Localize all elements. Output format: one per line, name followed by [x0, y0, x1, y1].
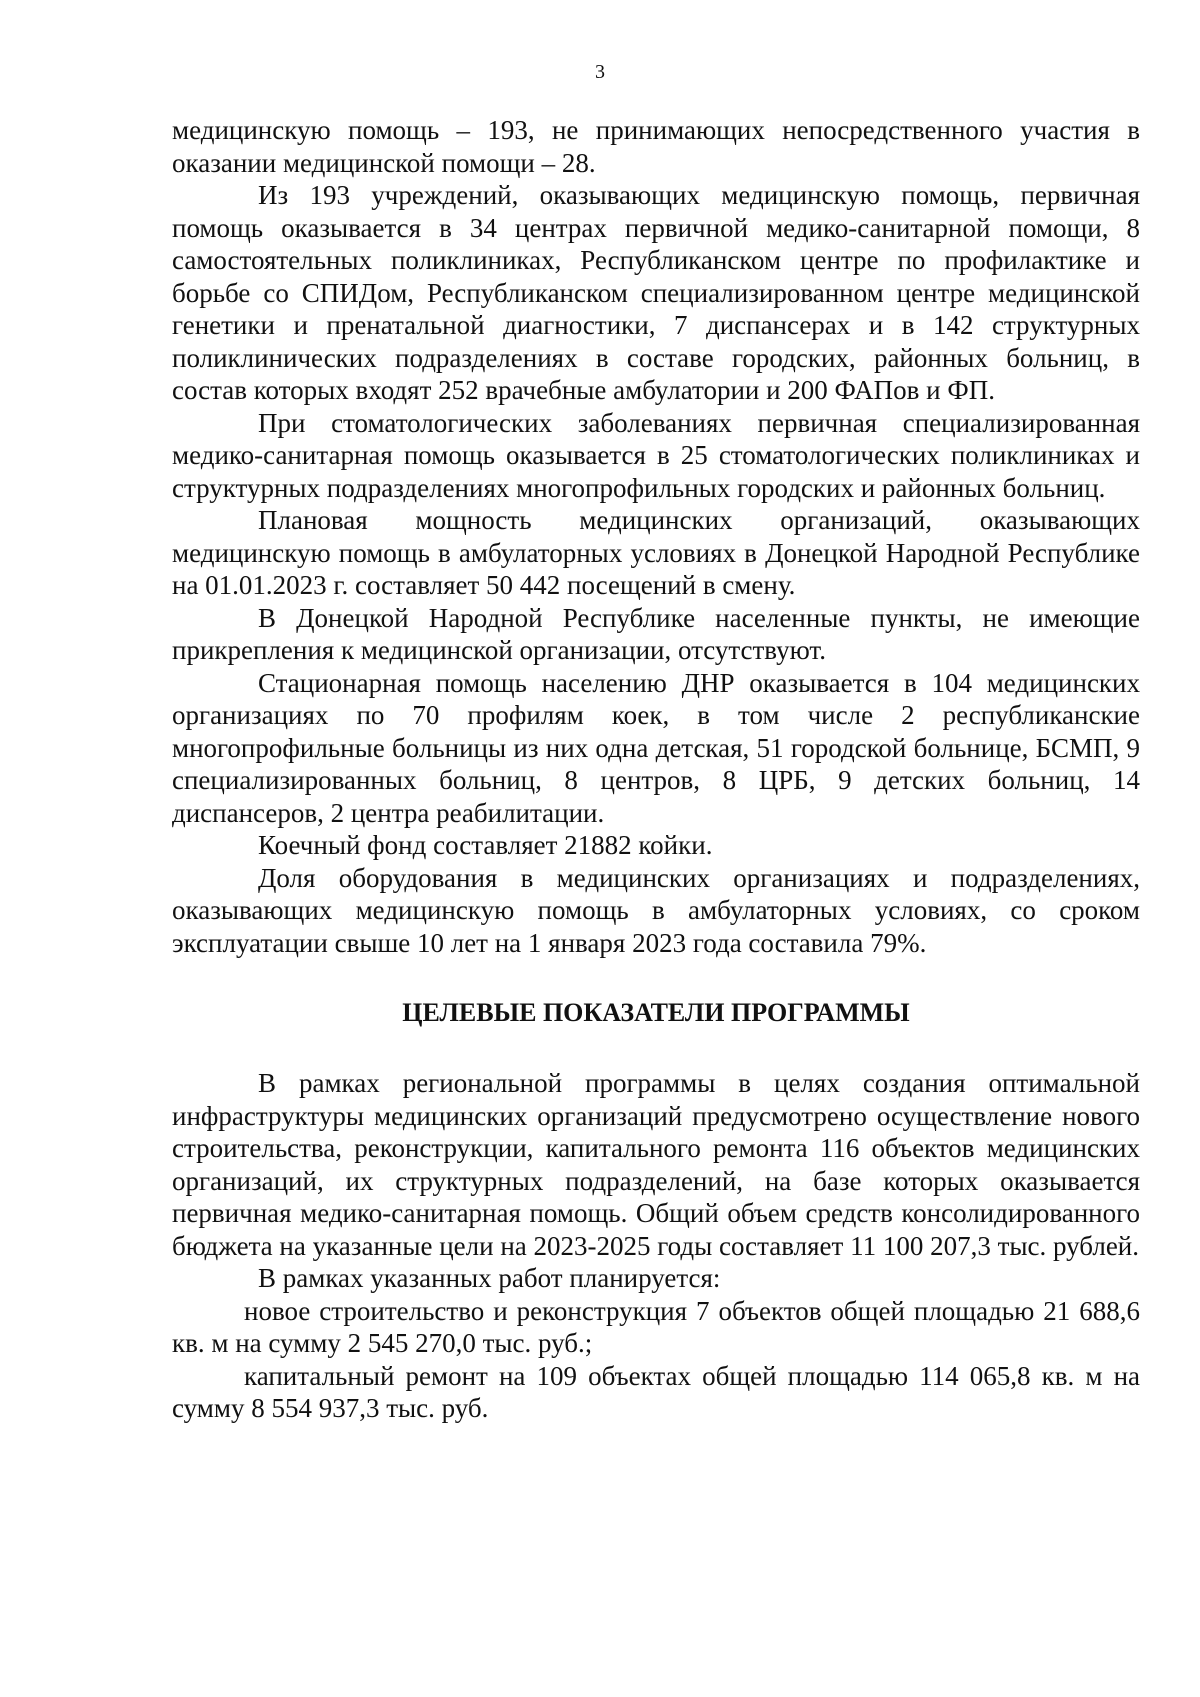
- paragraph-inpatient-care: Стационарная помощь населению ДНР оказывается в 104 медицинских организациях по 70 профилям коек, в том числе 2 республиканские многопрофильные больницы из них одна детская, 51 городской больнице, БСМП, 9 специализированных больниц, 8 центров, 8 ЦРБ, 9 детских больниц, 14 диспансеров, 2 центра реабилитации.: [172, 667, 1140, 828]
- paragraph-bed-fund: Коечный фонд составляет 21882 койки.: [258, 830, 713, 860]
- paragraph-settlements: В Донецкой Народной Республике населенные пункты, не имеющие прикрепления к медицинской организации, отсутствуют.: [172, 602, 1140, 665]
- document-body: [172, 114, 1140, 1425]
- paragraph-planned-works-intro: В рамках указанных работ планируется:: [258, 1263, 721, 1293]
- paragraph-continuation: медицинскую помощь – 193, не принимающих непосредственного участия в оказании медицинской помощи – 28.: [172, 115, 1140, 178]
- paragraph-planned-capacity: Плановая мощность медицинских организаций, оказывающих медицинскую помощь в амбулаторных условиях в Донецкой Народной Республике на 01.01.2023 г. составляет 50 442 посещений в смену.: [172, 505, 1140, 600]
- page-number: 3: [595, 61, 605, 83]
- paragraph-dental-care: При стоматологических заболеваниях первичная специализированная медико-санитарная помощь оказывается в 25 стоматологических поликлиниках и структурных подразделениях многопрофильных городских и районных больниц.: [172, 407, 1140, 503]
- section-heading: ЦЕЛЕВЫЕ ПОКАЗАТЕЛИ ПРОГРАММЫ: [402, 998, 910, 1027]
- list-item-new-construction: новое строительство и реконструкция 7 объектов общей площадью 21 688,6 кв. м на сумму 2 545 270,0 тыс. руб.;: [172, 1295, 1140, 1358]
- paragraph-equipment-share: Доля оборудования в медицинских организациях и подразделениях, оказывающих медицинскую помощь в амбулаторных условиях, со сроком эксплуатации свыше 10 лет на 1 января 2023 года составила 79%.: [172, 862, 1140, 958]
- paragraph-primary-care: Из 193 учреждений, оказывающих медицинскую помощь, первичная помощь оказывается в 34 центрах первичной медико-санитарной помощи, 8 самостоятельных поликлиниках, Республиканском центре по профилактике и борьбе со СПИДом, Республиканском специализированном центре медицинской генетики и пренатальной диагностики, 7 диспансерах и в 142 структурных поликлинических подразделениях в составе городских, районных больниц, в состав которых входят 252 врачебные амбулатории и 200 ФАПов и ФП.: [172, 180, 1140, 405]
- list-item-capital-repair: капитальный ремонт на 109 объектах общей площадью 114 065,8 кв. м на сумму 8 554 937,3 тыс. руб.: [172, 1360, 1140, 1423]
- paragraph-regional-program: В рамках региональной программы в целях создания оптимальной инфраструктуры медицинских организаций предусмотрено осуществление нового строительства, реконструкции, капитального ремонта 116 объектов медицинских организаций, их структурных подразделений, на базе которых оказывается первичная медико-санитарная помощь. Общий объем средств консолидированного бюджета на указанные цели на 2023-2025 годы составляет 11 100 207,3 тыс. рублей.: [172, 1068, 1140, 1261]
